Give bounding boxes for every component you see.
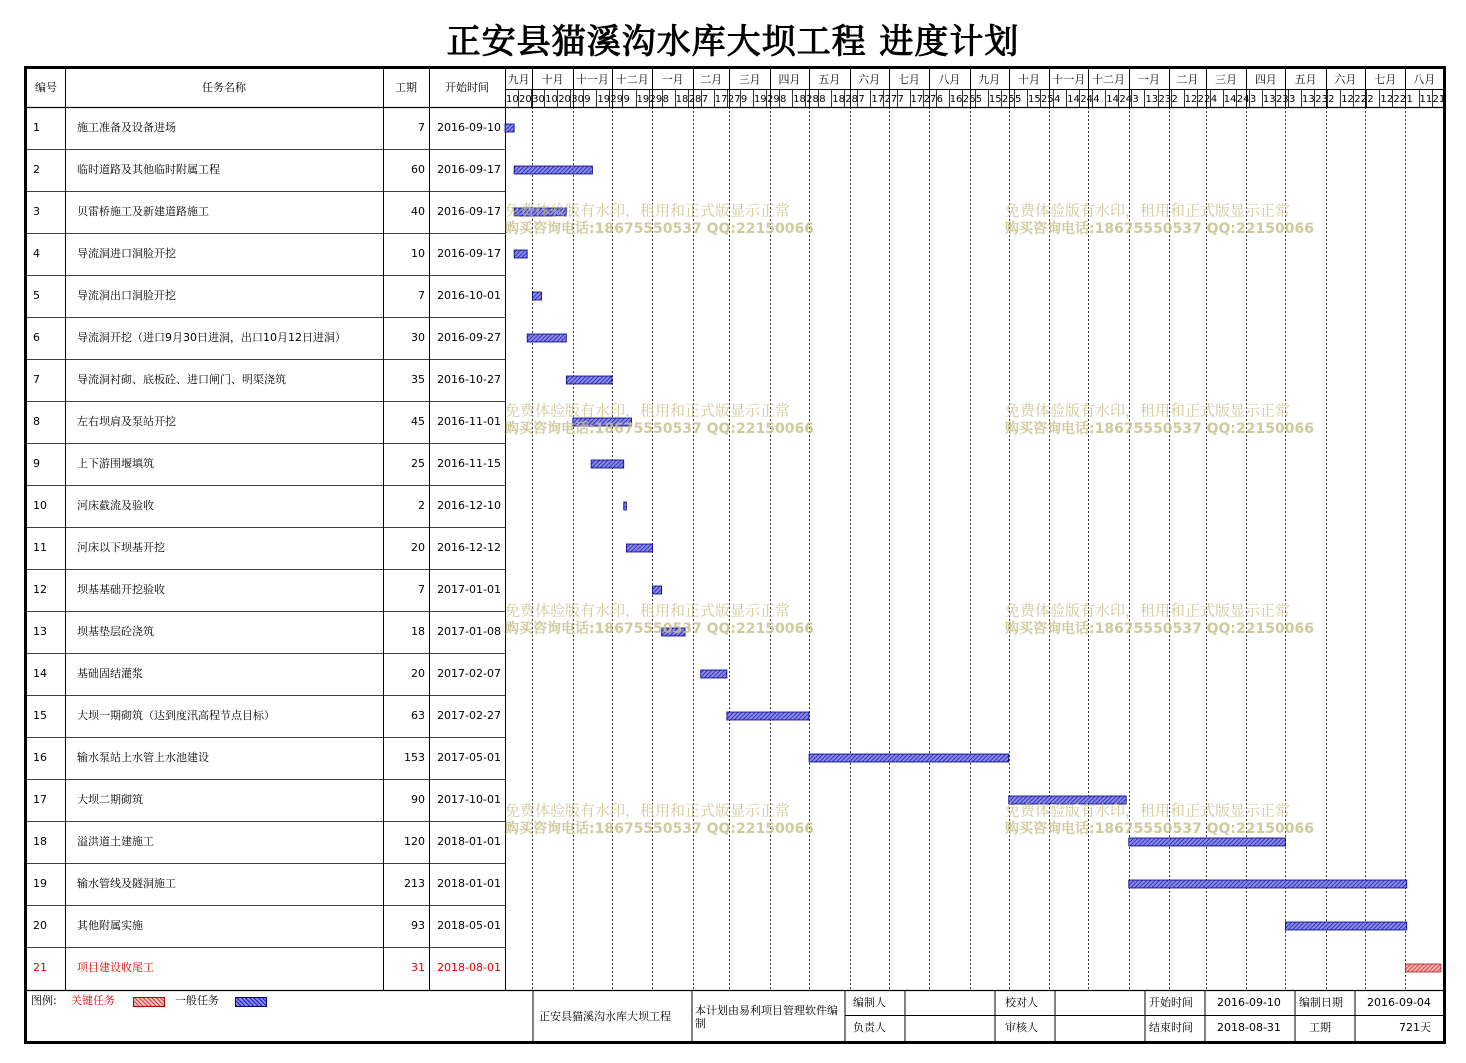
task-id: 5 [33, 289, 40, 302]
task-bar [701, 670, 727, 678]
task-id: 13 [33, 625, 47, 638]
watermark-line1: 免费体验版有水印，租用和正式版显示正常 [505, 601, 791, 620]
task-start: 2016-12-10 [437, 499, 501, 512]
watermark-line1: 免费体验版有水印，租用和正式版显示正常 [1005, 401, 1291, 420]
day-tick-label: 3 [1132, 94, 1139, 105]
day-tick-label: 23 [1315, 94, 1328, 105]
day-tick-label: 4 [1093, 94, 1100, 105]
day-tick-label: 14 [1223, 94, 1237, 105]
task-start: 2016-10-01 [437, 289, 501, 302]
task-start: 2018-01-01 [437, 835, 501, 848]
gantt-frame [24, 66, 1446, 1044]
task-id: 7 [33, 373, 40, 386]
watermark-line2: 购买咨询电话:18675550537 QQ:22150066 [505, 221, 814, 237]
task-bar [591, 460, 624, 468]
day-tick-label: 17 [871, 94, 885, 105]
compile-date-label: 编制日期 [1299, 996, 1343, 1009]
total-duration-value: 721天 [1399, 1021, 1431, 1034]
day-tick-label: 3 [1249, 94, 1257, 105]
task-bar [1129, 838, 1286, 846]
day-tick-label: 22 [1354, 94, 1367, 105]
month-label: 七月 [897, 73, 920, 86]
watermark-line1: 免费体验版有水印，租用和正式版显示正常 [505, 201, 791, 220]
task-name: 坝基垫层砼浇筑 [77, 625, 154, 638]
footer-software-note: 本计划由易利项目管理软件编制 [695, 1004, 838, 1030]
task-duration: 45 [411, 415, 425, 428]
task-name: 项目建设收尾工 [77, 961, 154, 974]
task-name: 基础固结灌浆 [77, 667, 143, 680]
day-tick-label: 23 [1275, 94, 1289, 105]
task-bar [505, 124, 514, 132]
watermark-line1: 免费体验版有水印，租用和正式版显示正常 [505, 801, 791, 820]
task-duration: 20 [411, 541, 425, 554]
end-time-label: 结束时间 [1149, 1021, 1193, 1034]
day-tick-label: 8 [819, 94, 826, 105]
task-start: 2017-02-27 [437, 709, 501, 722]
task-id: 21 [33, 961, 47, 974]
task-name: 河床截流及验收 [77, 499, 154, 512]
task-id: 20 [33, 919, 47, 932]
task-name: 导流洞衬砌、底板砼、进口闸门、明渠浇筑 [77, 373, 286, 386]
task-name: 河床以下坝基开挖 [77, 541, 165, 554]
month-label: 一月 [1138, 73, 1161, 86]
day-tick-label: 7 [858, 94, 865, 105]
task-name: 贝雷桥施工及新建道路施工 [77, 205, 209, 218]
day-tick-label: 10 [545, 94, 558, 105]
month-label: 十月 [541, 73, 564, 86]
day-tick-label: 8 [662, 94, 669, 105]
task-bar [809, 754, 1009, 762]
day-tick-label: 23 [1158, 94, 1172, 105]
task-duration: 60 [411, 163, 425, 176]
day-tick-label: 11 [1419, 94, 1433, 105]
task-name: 左右坝肩及泵站开挖 [77, 415, 176, 428]
task-bar [1129, 880, 1407, 888]
duration-label: 工期 [1309, 1021, 1331, 1034]
month-label: 十一月 [575, 73, 609, 86]
day-tick-label: 15 [1028, 94, 1041, 105]
task-name: 导流洞开挖（进口9月30日进洞，出口10月12日进洞） [77, 331, 346, 344]
header-duration: 工期 [395, 81, 417, 94]
task-id: 6 [33, 331, 40, 344]
watermark-line1: 免费体验版有水印，租用和正式版显示正常 [1005, 601, 1291, 620]
day-tick-label: 5 [975, 94, 983, 105]
task-name: 输水管线及隧洞施工 [77, 877, 176, 890]
task-start: 2018-08-01 [437, 961, 501, 974]
day-tick-label: 3 [1289, 94, 1296, 105]
day-tick-label: 27 [727, 94, 741, 105]
task-id: 17 [33, 793, 47, 806]
day-tick-label: 14 [1106, 94, 1120, 105]
month-label: 八月 [938, 73, 961, 86]
day-tick-label: 12 [1380, 94, 1394, 105]
day-tick-label: 25 [1001, 94, 1015, 105]
task-start: 2017-05-01 [437, 751, 501, 764]
task-name: 临时道路及其他临时附属工程 [77, 163, 220, 176]
page-title: 正安县猫溪沟水库大坝工程 进度计划 [446, 22, 1020, 62]
day-tick-label: 2 [1367, 94, 1374, 105]
day-tick-label: 28 [845, 94, 859, 105]
task-id: 12 [33, 583, 47, 596]
task-start: 2016-09-17 [437, 163, 501, 176]
day-tick-label: 24 [1080, 94, 1093, 105]
day-tick-label: 18 [793, 94, 806, 105]
task-id: 9 [33, 457, 40, 470]
watermark-line1: 免费体验版有水印，租用和正式版显示正常 [1005, 201, 1291, 220]
task-duration: 30 [411, 331, 425, 344]
legend-critical-swatch [133, 995, 165, 1009]
task-id: 1 [33, 121, 40, 134]
task-start: 2017-02-07 [437, 667, 501, 680]
day-tick-label: 1 [1406, 94, 1413, 105]
day-tick-label: 24 [1119, 94, 1133, 105]
task-bar [514, 250, 527, 258]
task-duration: 35 [411, 373, 425, 386]
task-id: 14 [33, 667, 47, 680]
task-name: 导流洞出口洞脸开挖 [77, 289, 176, 302]
watermark-line2: 购买咨询电话:18675550537 QQ:22150066 [1005, 221, 1314, 237]
month-label: 九月 [507, 73, 530, 86]
task-name: 上下游围堰填筑 [77, 457, 154, 470]
day-tick-label: 8 [780, 94, 787, 105]
day-tick-label: 27 [884, 94, 898, 105]
task-duration: 63 [411, 709, 425, 722]
task-duration: 7 [418, 121, 425, 134]
task-duration: 31 [411, 961, 425, 974]
task-bar [566, 376, 612, 384]
month-label: 五月 [818, 73, 841, 86]
checker-label: 校对人 [1005, 996, 1038, 1009]
legend-normal-swatch [235, 995, 267, 1009]
task-name: 大坝一期砌筑（达到度汛高程节点目标） [77, 709, 275, 722]
month-label: 三月 [1215, 73, 1238, 86]
task-name: 大坝二期砌筑 [77, 793, 143, 806]
day-tick-label: 21 [1432, 94, 1446, 105]
day-tick-label: 15 [988, 94, 1002, 105]
day-tick-label: 7 [701, 94, 709, 105]
month-label: 六月 [1334, 73, 1357, 86]
month-label: 七月 [1374, 73, 1397, 86]
day-tick-label: 19 [636, 94, 650, 105]
day-tick-label: 28 [688, 94, 702, 105]
footer-info-panel [27, 990, 1443, 1041]
task-bar [652, 586, 661, 594]
day-tick-label: 4 [1054, 94, 1061, 105]
day-tick-label: 5 [1014, 94, 1022, 105]
day-tick-label: 13 [1302, 94, 1315, 105]
task-duration: 120 [404, 835, 425, 848]
task-start: 2016-11-15 [437, 457, 501, 470]
watermark-line2: 购买咨询电话:18675550537 QQ:22150066 [505, 421, 814, 437]
task-name: 溢洪道土建施工 [77, 835, 154, 848]
day-tick-label: 9 [584, 94, 591, 105]
watermark-line2: 购买咨询电话:18675550537 QQ:22150066 [1005, 621, 1314, 637]
day-tick-label: 14 [1067, 94, 1080, 105]
day-tick-label: 22 [1393, 94, 1407, 105]
day-tick-label: 12 [1184, 94, 1198, 105]
month-label: 十二月 [615, 73, 649, 86]
reviewer-label: 审核人 [1005, 1021, 1038, 1034]
task-start: 2017-01-01 [437, 583, 501, 596]
day-tick-label: 29 [610, 94, 624, 105]
task-start: 2017-01-08 [437, 625, 501, 638]
task-name: 施工准备及设备进场 [77, 121, 176, 134]
task-start: 2018-01-01 [437, 877, 501, 890]
task-start: 2016-09-17 [437, 205, 501, 218]
month-label: 四月 [778, 73, 801, 86]
task-name: 导流洞进口洞脸开挖 [77, 247, 176, 260]
header-id: 编号 [35, 81, 57, 94]
task-duration: 40 [411, 205, 425, 218]
day-tick-label: 16 [949, 94, 963, 105]
day-tick-label: 9 [623, 94, 630, 105]
end-time-value: 2018-08-31 [1217, 1021, 1281, 1034]
task-duration: 7 [418, 289, 425, 302]
month-label: 一月 [661, 73, 684, 86]
day-tick-label: 2 [1328, 94, 1335, 105]
task-duration: 7 [418, 583, 425, 596]
compiler-label: 编制人 [853, 996, 886, 1009]
watermark-line2: 购买咨询电话:18675550537 QQ:22150066 [505, 821, 814, 837]
watermark-line2: 购买咨询电话:18675550537 QQ:22150066 [1005, 821, 1314, 837]
task-duration: 10 [411, 247, 425, 260]
month-label: 五月 [1294, 73, 1317, 86]
day-tick-label: 19 [597, 94, 611, 105]
task-bar [624, 502, 627, 510]
day-tick-label: 4 [1210, 94, 1218, 105]
task-name: 输水泵站上水管上水池建设 [77, 751, 209, 764]
task-id: 19 [33, 877, 47, 890]
day-tick-label: 22 [1197, 94, 1211, 105]
task-bar [1285, 922, 1406, 930]
start-time-value: 2016-09-10 [1217, 996, 1281, 1009]
day-tick-label: 6 [936, 94, 944, 105]
task-start: 2016-09-17 [437, 247, 501, 260]
month-label: 十二月 [1092, 73, 1126, 86]
task-start: 2016-09-27 [437, 331, 501, 344]
header-task-name: 任务名称 [202, 81, 246, 94]
task-id: 11 [33, 541, 47, 554]
day-tick-label: 2 [1171, 94, 1178, 105]
month-label: 十月 [1017, 73, 1040, 86]
day-tick-label: 19 [753, 94, 767, 105]
task-id: 16 [33, 751, 47, 764]
owner-label: 负责人 [853, 1021, 886, 1034]
task-name: 坝基基础开挖验收 [77, 583, 165, 596]
month-label: 三月 [738, 73, 761, 86]
month-label: 十一月 [1052, 73, 1086, 86]
task-start: 2017-10-01 [437, 793, 501, 806]
task-id: 18 [33, 835, 47, 848]
task-bar [527, 334, 566, 342]
task-start: 2018-05-01 [437, 919, 501, 932]
task-bar [727, 712, 809, 720]
task-start: 2016-10-27 [437, 373, 501, 386]
compile-date-value: 2016-09-04 [1367, 996, 1431, 1009]
task-id: 10 [33, 499, 47, 512]
day-tick-label: 18 [675, 94, 689, 105]
header-start: 开始时间 [445, 81, 489, 94]
task-id: 8 [33, 415, 40, 428]
day-tick-label: 9 [740, 94, 748, 105]
day-tick-label: 30 [571, 94, 584, 105]
day-tick-label: 28 [806, 94, 819, 105]
day-tick-label: 10 [506, 94, 519, 105]
month-label: 八月 [1413, 73, 1436, 86]
critical-task-bar [1405, 964, 1441, 972]
day-tick-label: 29 [767, 94, 780, 105]
day-tick-label: 25 [1041, 94, 1054, 105]
month-label: 九月 [978, 73, 1001, 86]
day-tick-label: 18 [832, 94, 845, 105]
task-duration: 25 [411, 457, 425, 470]
day-tick-label: 12 [1341, 94, 1354, 105]
task-name: 其他附属实施 [77, 919, 143, 932]
task-duration: 93 [411, 919, 425, 932]
day-tick-label: 27 [923, 94, 937, 105]
watermark-line1: 免费体验版有水印，租用和正式版显示正常 [1005, 801, 1291, 820]
month-label: 六月 [858, 73, 881, 86]
day-tick-label: 17 [910, 94, 924, 105]
task-duration: 2 [418, 499, 425, 512]
task-start: 2016-12-12 [437, 541, 501, 554]
day-tick-label: 7 [897, 94, 904, 105]
legend-label: 图例: [31, 994, 57, 1007]
day-tick-label: 24 [1236, 94, 1250, 105]
day-tick-label: 20 [558, 94, 571, 105]
day-tick-label: 13 [1262, 94, 1276, 105]
task-id: 4 [33, 247, 40, 260]
task-duration: 18 [411, 625, 425, 638]
month-label: 四月 [1254, 73, 1277, 86]
day-tick-label: 17 [714, 94, 728, 105]
task-id: 15 [33, 709, 47, 722]
day-tick-label: 29 [649, 94, 663, 105]
month-label: 二月 [1176, 73, 1199, 86]
task-id: 2 [33, 163, 40, 176]
day-tick-label: 30 [532, 94, 545, 105]
task-bar [626, 544, 652, 552]
task-id: 3 [33, 205, 40, 218]
legend-critical-label: 关键任务 [71, 994, 115, 1007]
gantt-chart [27, 69, 1446, 990]
watermark-line2: 购买咨询电话:18675550537 QQ:22150066 [505, 621, 814, 637]
footer-project-name: 正安县猫溪沟水库大坝工程 [539, 1010, 671, 1023]
task-duration: 90 [411, 793, 425, 806]
month-label: 二月 [700, 73, 723, 86]
task-duration: 153 [404, 751, 425, 764]
task-duration: 213 [404, 877, 425, 890]
task-duration: 20 [411, 667, 425, 680]
day-tick-label: 20 [519, 94, 532, 105]
watermark-line2: 购买咨询电话:18675550537 QQ:22150066 [1005, 421, 1314, 437]
day-tick-label: 26 [962, 94, 976, 105]
task-start: 2016-11-01 [437, 415, 501, 428]
watermark-line1: 免费体验版有水印，租用和正式版显示正常 [505, 401, 791, 420]
task-start: 2016-09-10 [437, 121, 501, 134]
start-time-label: 开始时间 [1149, 996, 1193, 1009]
day-tick-label: 13 [1145, 94, 1159, 105]
task-bar [514, 166, 592, 174]
legend-normal-label: 一般任务 [175, 994, 219, 1007]
task-bar [532, 292, 541, 300]
